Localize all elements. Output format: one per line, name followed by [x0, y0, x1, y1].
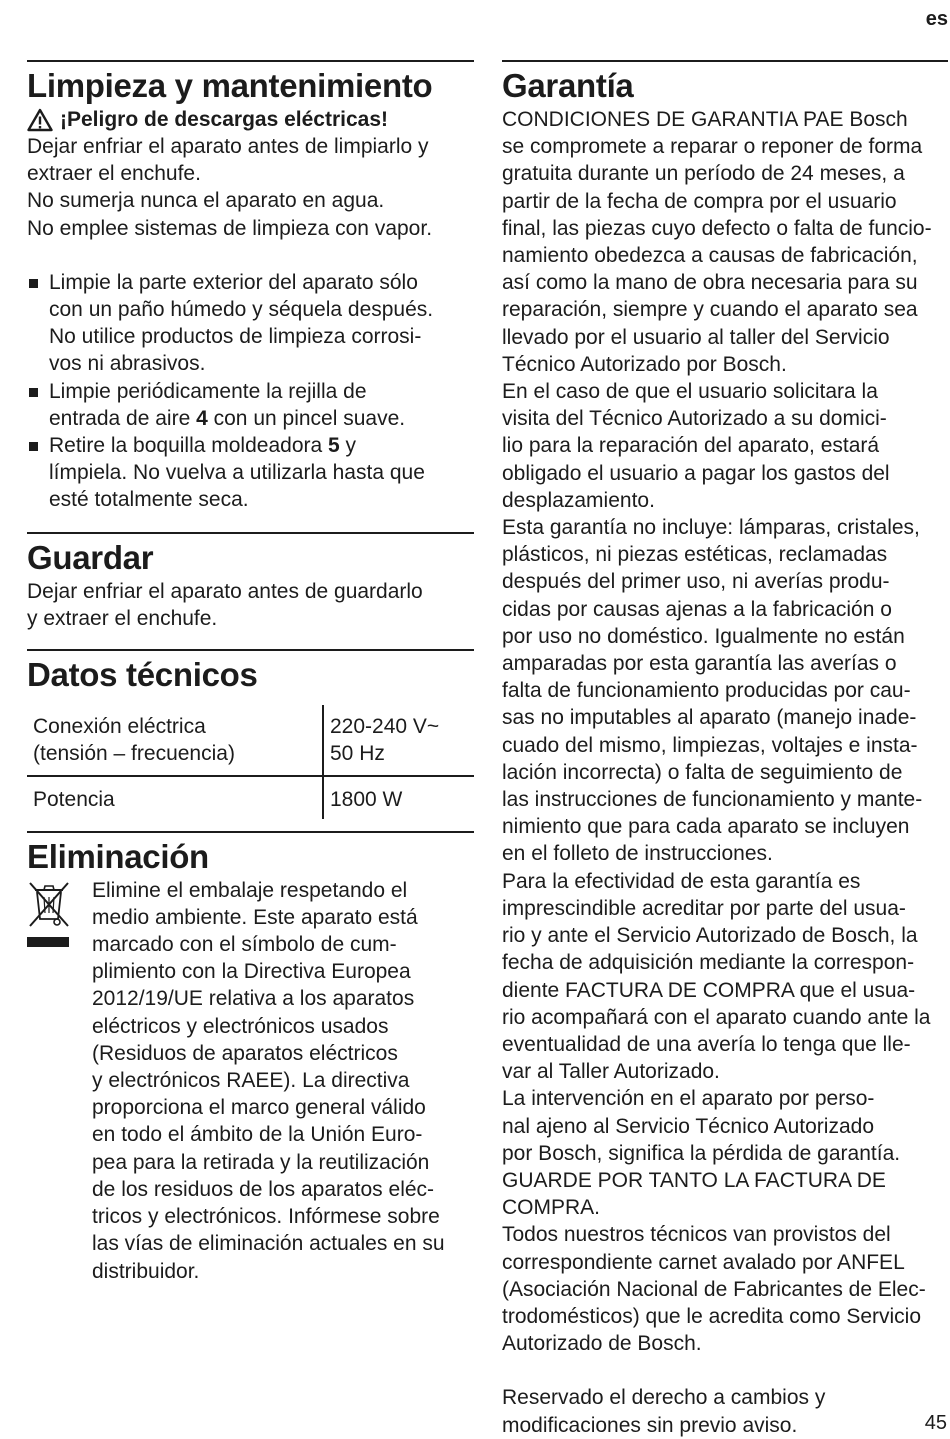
- bullet-text-post: con un pincel suave.: [207, 406, 406, 430]
- section-datos-tecnicos: [27, 649, 474, 831]
- left-column: [27, 60, 474, 1285]
- table-row: [27, 776, 474, 818]
- eliminacion-text: Elimine el embalaje respetando el medio ambiente. Este aparato está marcado con el símbolo de cum- plimiento con la Directiva Europea 2012/19/UE relativa a los aparatos eléctricos y electrónicos usados (Residuos de aparatos eléctricos y electrónicos RAEE). La directiva proporciona el marco general válido en todo el ámbito de la Unión Euro- pea para la retirada y la reutilización de los residuos de los aparatos eléc- tricos y electrónicos. Infórmese sobre las vías de eliminación actuales en su distribuidor.: [92, 878, 445, 1283]
- tech-data-table: [27, 705, 474, 819]
- garantia-paragraph: Todos nuestros técnicos van provistos del correspondiente carnet avalado por ANFEL (Asociación Nacional de Fabricantes de Elec- trodomésticos) que le acredita como Servicio Autorizado de Bosch.: [502, 1223, 926, 1356]
- warning-line: [27, 106, 474, 133]
- section-title-datos: Datos técnicos: [27, 656, 258, 694]
- part-number: 5: [328, 434, 340, 458]
- table-cell-value: 220-240 V~ 50 Hz: [323, 705, 474, 776]
- section-limpieza: [27, 60, 474, 514]
- bullet-text-post: y límpiela. No vuelva a utilizarla hasta que esté totalmente seca.: [49, 434, 425, 512]
- reservation-note: Reservado el derecho a cambios y modificaciones sin previo aviso.: [502, 1386, 826, 1437]
- section-title-guardar: Guardar: [27, 538, 154, 576]
- section-garantia: [502, 60, 948, 1439]
- warning-text: ¡Peligro de descargas eléctricas!: [60, 108, 388, 131]
- garantia-paragraph: Esta garantía no incluye: lámparas, cristales, plásticos, ni piezas estéticas, reclamadas después del primer uso, ni averías produ- cidas por causas ajenas a la fabricación o por uso no doméstico. Igualmente no están amparadas por esta garantía las averías o falta de funcionamiento producidas por cau- sas no imputables al aparato (manejo inade- cuado del mismo, limpiezas, voltajes e insta- lación incorrecta) o falta de seguimiento de las instrucciones de funcionamiento y mante- nimiento que para cada aparato se incluyen en el folleto de instrucciones.: [502, 516, 923, 866]
- section-title-eliminacion: Eliminación: [27, 837, 209, 875]
- table-row: [27, 705, 474, 776]
- bullet-text-pre: Retire la boquilla moldeadora: [49, 434, 328, 458]
- garantia-paragraph: En el caso de que el usuario solicitara la visita del Técnico Autorizado a su domici- lio para la reparación del aparato, estará obligado el usuario a pagar los gastos del desplazamiento.: [502, 380, 890, 512]
- garantia-paragraph: Para la efectividad de esta garantía es imprescindible acreditar por parte del usua- rio y ante el Servicio Autorizado de Bosch, la fecha de adquisición mediante la correspon- diente FACTURA DE COMPRA que el usua- rio acompañará con el aparato cuando ante la eventualidad de una avería lo tenga que lle- var al Taller Autorizado.: [502, 869, 931, 1084]
- table-cell-value: 1800 W: [323, 776, 474, 818]
- garantia-paragraph: La intervención en el aparato por perso- nal ajeno al Servicio Técnico Autorizado por Bosch, significa la pérdida de garantía. GUARDE POR TANTO LA FACTURA DE COMPRA.: [502, 1087, 901, 1220]
- language-code: es: [925, 8, 948, 30]
- section-title-garantia: Garantía: [502, 67, 634, 104]
- section-guardar: [27, 532, 474, 632]
- list-item: [27, 432, 474, 514]
- bullet-text-pre: Limpie periódicamente la rejilla de entrada de aire: [49, 379, 367, 430]
- crossed-out-wheelie-bin-icon: [27, 879, 71, 951]
- bullet-square-icon: [29, 442, 38, 451]
- bullet-square-icon: [29, 279, 38, 288]
- weee-symbol: [27, 877, 92, 1285]
- eliminacion-body: [27, 877, 474, 1285]
- limpieza-intro: Dejar enfriar el aparato antes de limpiarlo y extraer el enchufe. No sumerja nunca el aparato en agua. No emplee sistemas de limpieza con vapor.: [27, 135, 433, 240]
- list-item: [27, 378, 474, 432]
- table-cell-label: Conexión eléctrica (tensión – frecuencia): [33, 715, 235, 766]
- list-item: [27, 269, 474, 378]
- garantia-paragraph: CONDICIONES DE GARANTIA PAE Bosch se compromete a reparar o reponer de forma gratuita durante un período de 24 meses, a partir de la fecha de compra por el usuario final, las piezas cuyo defecto o falta de funcio- namiento obedezca a causas de fabricación, así como la mano de obra necesaria para su reparación, siempre y cuando el aparato sea llevado por el usuario al taller del Servicio Técnico Autorizado por Bosch.: [502, 108, 932, 376]
- limpieza-bullets: [27, 269, 474, 514]
- warning-triangle-icon: [27, 108, 53, 132]
- right-column: [502, 60, 948, 1439]
- bullet-text: Limpie la parte exterior del aparato sólo con un paño húmedo y séquela después. No utilice productos de limpieza corrosi- vos ni abrasivos.: [49, 270, 434, 376]
- section-eliminacion: [27, 831, 474, 1285]
- guardar-text: Dejar enfriar el aparato antes de guardarlo y extraer el enchufe.: [27, 579, 423, 630]
- page-number: 45: [924, 1412, 947, 1434]
- bullet-square-icon: [29, 388, 38, 397]
- table-cell-label: Potencia: [27, 776, 323, 818]
- section-title-limpieza: Limpieza y mantenimiento: [27, 67, 433, 104]
- part-number: 4: [196, 406, 208, 430]
